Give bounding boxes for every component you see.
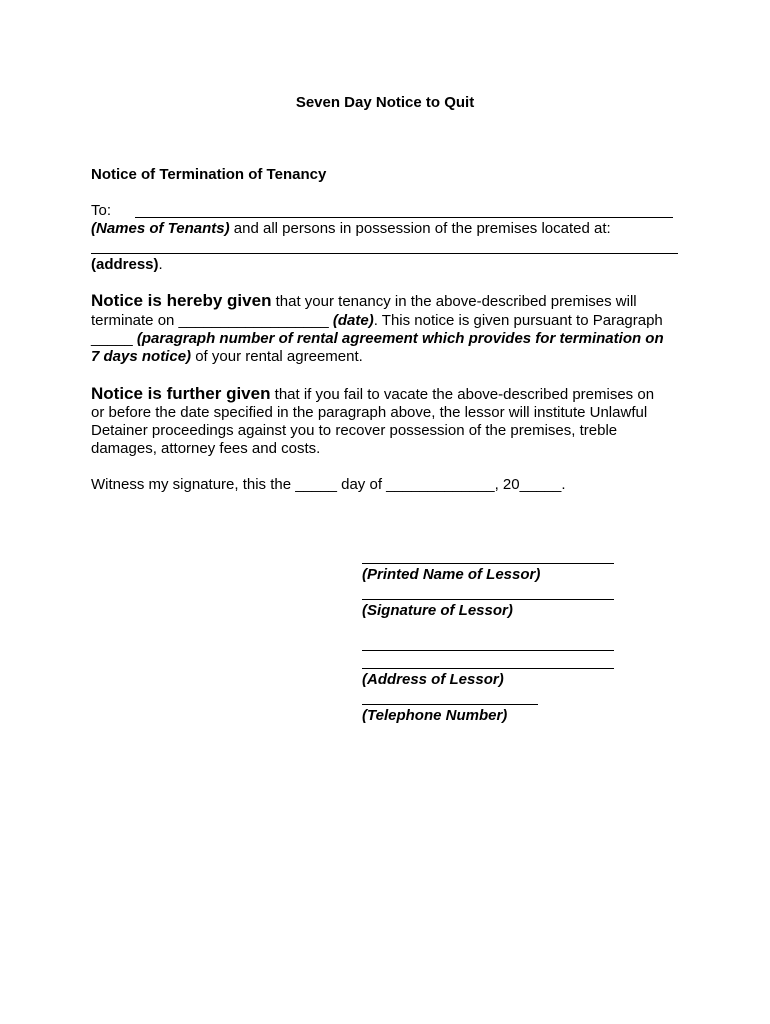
p2-line-3: Detainer proceedings against you to recover possession of the premises, treble <box>91 422 618 439</box>
signature-line <box>362 599 614 600</box>
address-period: . <box>158 256 163 273</box>
address-line-1 <box>362 650 614 651</box>
p1-line-3 <box>91 330 664 348</box>
telephone-label: (Telephone Number) <box>362 707 508 724</box>
address-label: (address) <box>91 256 159 273</box>
p1-line-2 <box>91 312 663 330</box>
telephone-line <box>362 704 538 705</box>
p2-lead: Notice is further given <box>91 384 271 403</box>
address-row <box>91 256 163 274</box>
p1-line-2-start: terminate on __________________ <box>91 312 333 329</box>
date-label: (date) <box>332 312 374 329</box>
to-label: To: <box>91 202 112 219</box>
p2-line-1 <box>91 385 654 404</box>
p1-line-1-rest: that your tenancy in the above-described premises will <box>271 293 637 310</box>
printed-name-label: (Printed Name of Lessor) <box>362 566 541 583</box>
printed-name-line <box>362 563 614 564</box>
p1-line-2-end: . This notice is given pursuant to Paragraph <box>373 312 663 329</box>
tenants-line <box>91 220 611 238</box>
signature-label: (Signature of Lessor) <box>362 602 513 619</box>
witness-line: Witness my signature, this the _____ day of _____________, 20_____. <box>91 476 566 493</box>
section-heading: Notice of Termination of Tenancy <box>91 166 327 183</box>
p1-lead: Notice is hereby given <box>91 291 272 310</box>
p1-line-1 <box>91 292 637 311</box>
tenants-name-line <box>135 217 673 218</box>
address-line-2 <box>362 668 614 669</box>
p1-line-3-italic: (paragraph number of rental agreement which provides for termination on <box>136 330 664 347</box>
p2-line-1-rest: that if you fail to vacate the above-described premises on <box>270 386 655 403</box>
names-of-tenants-label: (Names of Tenants) <box>91 220 230 237</box>
document-title: Seven Day Notice to Quit <box>295 94 475 111</box>
lessor-address-label: (Address of Lessor) <box>362 671 504 688</box>
p2-line-2: or before the date specified in the paragraph above, the lessor will institute Unlawful <box>91 404 648 421</box>
p1-line-3-blank: _____ <box>91 330 137 347</box>
p2-line-4: damages, attorney fees and costs. <box>91 440 321 457</box>
p1-line-4-rest: of your rental agreement. <box>191 348 363 365</box>
p1-line-4 <box>91 348 363 366</box>
tenants-line-rest: and all persons in possession of the premises located at: <box>229 220 611 237</box>
address-line <box>91 253 678 254</box>
p1-line-4-italic: 7 days notice) <box>91 348 192 365</box>
